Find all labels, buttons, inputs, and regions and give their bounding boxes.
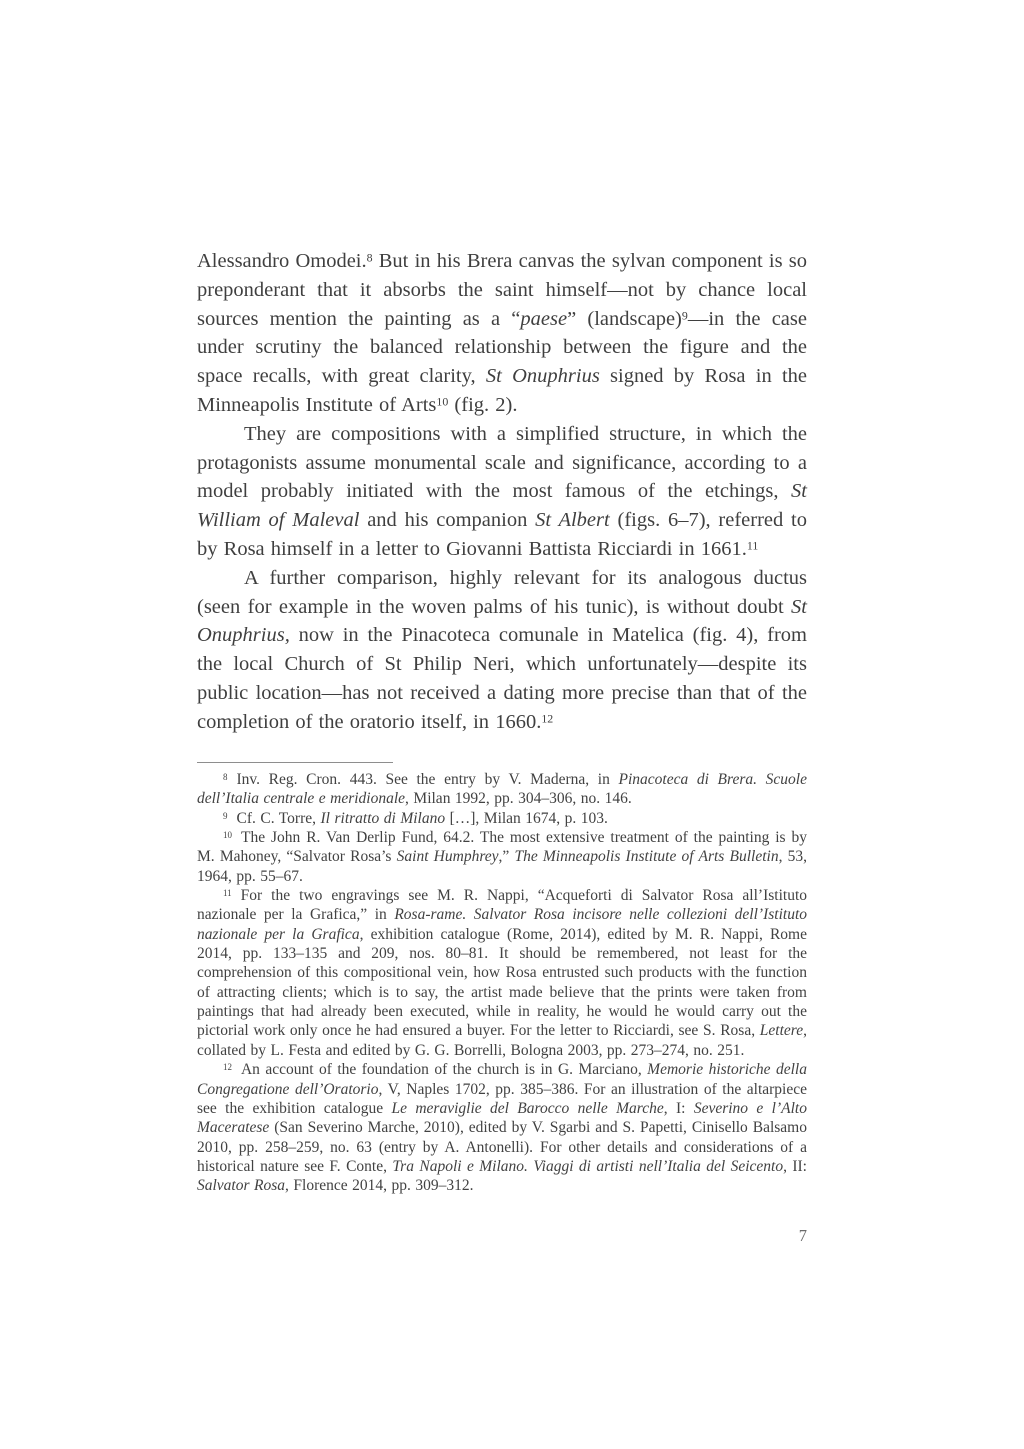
text-run: Salvator Rosa	[197, 1177, 286, 1195]
text-run: St Onuphrius	[485, 365, 600, 388]
text-run: , II:	[783, 1157, 807, 1175]
body-text	[197, 247, 807, 737]
footnote	[197, 828, 807, 886]
footnote-marker: 11	[223, 888, 232, 899]
text-run: The John R. Van Derlip Fund, 64.2. The most extensive treatment of the painting is by M. Mahoney, “Salvator Rosa’s	[197, 829, 807, 866]
text-run: They are compositions with a simplified structure, in which the protagonists assume monumental scale and significance, according to a model probably initiated with the most famous of the etchings,	[197, 422, 807, 503]
text-run: St Albert	[535, 509, 610, 532]
text-run: Inv. Reg. Cron. 443. See the entry by V. Maderna, in	[236, 771, 619, 788]
text-run: , I:	[663, 1099, 694, 1117]
text-run: (San Severino Marche, 2010), edited by V. Sgarbi and S. Papetti, Cinisello Balsamo 2010, pp. 258–259, no. 63 (entry by A. Antonelli). For other details and considerations of a historical nature see F. Conte,	[197, 1119, 807, 1175]
superscript-note-ref: 8	[366, 250, 373, 265]
text-run: St Onuphrius,	[197, 595, 807, 647]
text-run: , exhibition catalogue (Rome, 2014), edited by M. R. Nappi, Rome 2014, pp. 133–135 and 209, nos. 80–81. It should be remembered, not least for the comprehension of this compositional vein, how Rosa entrusted such products with the function of attracting clients; which is to say, the artist made believe that the prints were taken from paintings that had already been executed, while in reality, he would he would carry out the pictorial work only once he had ensured a buyer. For the letter to Ricciardi, see S. Rosa,	[197, 925, 807, 1040]
text-run: —in the case under scrutiny the balanced relationship between the figure and the space recalls, with great clarity,	[197, 307, 807, 388]
paragraph	[197, 247, 807, 420]
text-run: , collated by L. Festa and edited by G. G. Borrelli, Bologna 2003, pp. 273–274, no. 251.	[197, 1022, 807, 1059]
footnote-marker: 9	[223, 810, 228, 821]
text-run: For the two engravings see M. R. Nappi, “Acqueforti di Salvator Rosa all’Istituto nazionale per la Grafica,” in	[197, 887, 807, 924]
text-run: , 53, 1964, pp. 55–67.	[197, 848, 808, 885]
paragraph	[197, 564, 807, 737]
footnote	[197, 809, 807, 828]
text-run: Memorie historiche della Congregatione dell’Oratorio	[197, 1061, 807, 1098]
footnote-marker: 12	[223, 1062, 232, 1073]
text-run: A further comparison, highly relevant for its analogous ductus (seen for example in the woven palms of his tunic), is without doubt	[197, 566, 807, 618]
text-run: St William of Maleval	[197, 480, 807, 532]
text-run: Cf. C. Torre,	[236, 809, 321, 827]
footnote	[197, 770, 807, 809]
text-run: Le meraviglie del Barocco nelle Marche	[391, 1099, 664, 1117]
superscript-note-ref: 9	[681, 308, 688, 323]
text-run: Tra Napoli e Milano. Viaggi di artisti nell’Italia del Seicento	[392, 1157, 784, 1175]
text-run: An account of the foundation of the church is in G. Marciano,	[240, 1061, 648, 1079]
text-run: Rosa-rame. Salvator Rosa incisore nelle collezioni dell’Istituto nazionale per la Grafica	[197, 906, 808, 943]
text-run: ,”	[498, 848, 515, 866]
text-run: ” (landscape)	[567, 307, 682, 330]
text-run: […], Milan 1674, p. 103.	[445, 809, 608, 827]
text-run: now in the Pinacoteca comunale in Matelica (fig. 4), from the local Church of St Philip Neri, which unfortunately—despite its public location—has not received a dating more precise than that of the completion of the oratorio itself, in 1660.	[197, 624, 807, 733]
text-run: signed by Rosa in the Minneapolis Institute of Arts	[197, 365, 807, 416]
superscript-note-ref: 12	[541, 711, 554, 726]
superscript-note-ref: 10	[436, 394, 449, 409]
superscript-note-ref: 11	[746, 538, 759, 553]
text-run: , Florence 2014, pp. 309–312.	[285, 1177, 474, 1195]
text-run: Saint Humphrey	[396, 848, 499, 866]
text-run: (fig. 2).	[448, 393, 518, 416]
text-run: Pinacoteca di Brera. Scuole dell’Italia centrale e meridionale	[197, 771, 807, 808]
paragraph	[197, 420, 807, 564]
text-run: Severino e l’Alto Maceratese	[197, 1099, 807, 1137]
text-run: paese	[520, 307, 568, 330]
page-number: 7	[798, 1226, 807, 1245]
text-run: (figs. 6–7), referred to by Rosa himself in a letter to Giovanni Battista Ricciardi in 1661.	[197, 509, 807, 560]
footnote-marker: 10	[223, 830, 232, 840]
text-run: The Minneapolis Institute of Arts Bulletin	[514, 848, 779, 866]
footnote-separator-rule	[197, 762, 393, 763]
footnote	[197, 1060, 807, 1195]
footnotes	[197, 770, 807, 1196]
text-run: , Milan 1992, pp. 304–306, no. 146.	[405, 790, 632, 808]
text-run: Il ritratto di Milano	[320, 809, 446, 827]
footnote	[197, 886, 807, 1060]
footnote-marker: 8	[223, 771, 228, 782]
text-run: Alessandro Omodei.	[197, 250, 367, 272]
text-run: Lettere	[759, 1022, 804, 1040]
text-run: , V, Naples 1702, pp. 385–386. For an illustration of the altarpiece see the exhibition catalogue	[197, 1080, 807, 1117]
text-run: and his companion	[359, 509, 536, 532]
text-run: But in his Brera canvas the sylvan component is so preponderant that it absorbs the saint himself—not by chance local sources mention the painting as a “	[197, 250, 807, 330]
